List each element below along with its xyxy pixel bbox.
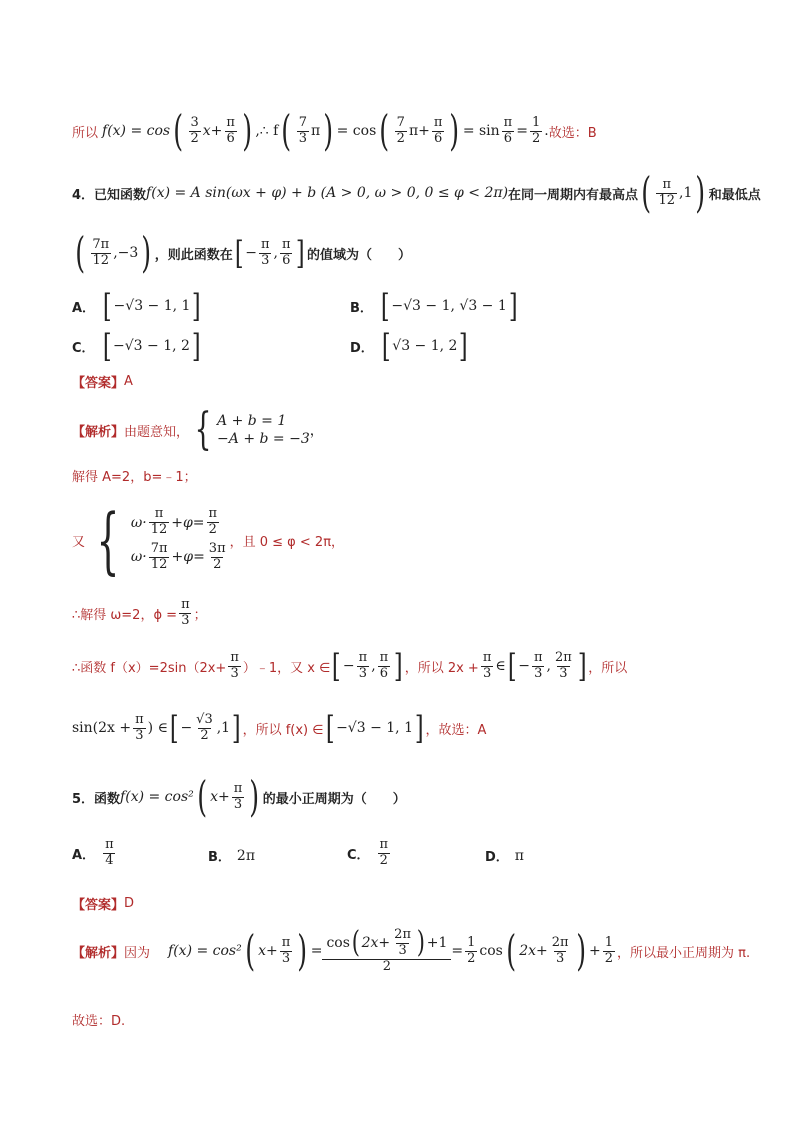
fraction: $\frac{\pi}{6}$ <box>503 114 513 146</box>
q5-text: 的最小正周期为（ ） <box>262 791 406 807</box>
fraction: $\frac{2\pi}{3}$ <box>551 934 569 966</box>
q4-number: 4．已知函数 <box>72 187 147 203</box>
q5-option-c[interactable]: C． $\frac{\pi}{2}$ <box>347 837 389 868</box>
fraction: $\frac{1}{2}$ <box>531 114 541 146</box>
fraction: $\frac{7\pi}{12}$ <box>92 236 110 268</box>
q3-eq3: = sin <box>462 123 500 139</box>
q4-func-tail: ）﹣1，又 x ∈ <box>242 660 331 676</box>
fraction: $\frac{\pi}{3}$ <box>281 934 291 966</box>
q4-option-c[interactable]: C． [ −√3 − 1, 2 ] <box>72 327 201 365</box>
fraction: $\frac{\pi}{3}$ <box>233 780 243 812</box>
fraction: $\frac{3\pi}{2}$ <box>208 541 226 572</box>
q4-option-d[interactable]: D． [ √3 − 1, 2 ] <box>350 327 469 365</box>
q5-option-d[interactable]: D． π <box>485 847 524 865</box>
fraction: $\frac{7}{3}$ <box>298 114 308 146</box>
q5-option-b[interactable]: B． 2π <box>208 847 256 865</box>
q4-sin-line: sin(2x + $\frac{\pi}{3}$ ) ∈ [ − $\frac{√3}{2}$ ,1 ] ，所以 f(x) ∈ [ −√3 − 1, 1 ] ，故选：A <box>72 709 487 747</box>
q4-function: f(x) = A sin(ωx + φ) + b (A > 0, ω > 0, 0 ≤ φ < 2π) <box>146 185 509 201</box>
fraction: $\frac{\pi}{12}$ <box>150 506 168 538</box>
q4-option-a[interactable]: A． [ −√3 − 1, 1 ] <box>72 287 202 325</box>
q4-text2: 和最低点 <box>708 187 761 203</box>
q3-expr-fx: f(x) = cos <box>102 123 171 139</box>
q5-choose-line <box>72 1010 734 1029</box>
fraction: $\frac{\pi}{3}$ <box>533 649 543 681</box>
q4-func-line: ∴函数 f（x）=2sin（2x+ $\frac{\pi}{3}$ ）﹣1，又 x ∈ [ − $\frac{\pi}{3}$ , $\frac{\pi}{6}$ ] ，所以 2x + $\frac{\pi}{3}$ ∈ [ − $\frac{\pi}{3}$ , $\frac{2\pi}{3}$ ] ，所以 <box>72 647 628 685</box>
q4-analysis-intro: 由题意知， <box>124 424 190 440</box>
q4-text4: 的值域为（ ） <box>306 247 411 263</box>
q3-eq2: = cos <box>336 123 377 139</box>
q4-text3: ，则此函数在 <box>154 247 233 263</box>
fraction: $\frac{1}{2}$ <box>467 934 476 966</box>
q5-analysis-tag: 【解析】 <box>72 945 125 961</box>
q3-choose: 故选：B <box>548 125 597 141</box>
q3-solution-line: 所以 f(x) = cos ( $\frac{3}{2}$ x+ $\frac{\pi}{6}$ ) ,∴ f ( $\frac{7}{3}$ π ) = cos ( $\frac{7}{2}$ π+ $\frac{\pi}{6}$ ) = sin $\frac{\pi}{6}$ = $\frac{1}{2}$ . 故选：B <box>72 106 597 155</box>
q4-therefore-solve: ∴解得 ω=2，ϕ = <box>72 607 178 623</box>
fraction: $\frac{\pi}{6}$ <box>379 649 389 681</box>
q5-answer: D <box>124 896 135 911</box>
fraction: $\frac{\pi}{3}$ <box>181 597 190 628</box>
q4-analysis-line: 【解析】 由题意知， { A + b = 1 −A + b = −3 ， <box>72 404 324 455</box>
q4-stem-line1: 4．已知函数 f(x) = A sin(ωx + φ) + b (A > 0, ω > 0, 0 ≤ φ < 2π) 在同一周期内有最高点 ( $\frac{\pi}{12}$ ,1 ) 和最低点 <box>72 168 761 217</box>
q4-answer-line <box>72 372 734 391</box>
q4-option-b[interactable]: B． [ −√3 − 1, √3 − 1 ] <box>350 287 518 325</box>
fraction: $\frac{\pi}{12}$ <box>658 176 675 208</box>
fraction: $\frac{\pi}{4}$ <box>105 837 114 868</box>
fraction: $\frac{√3}{2}$ <box>196 711 213 743</box>
q4-analysis-tag: 【解析】 <box>72 424 125 440</box>
q5-option-a[interactable]: A． $\frac{\pi}{4}$ <box>72 837 114 868</box>
q5-answer-line <box>72 894 734 913</box>
fraction: $\frac{\pi}{3}$ <box>230 649 239 681</box>
big-fraction: cos ( 2x+ $\frac{2\pi}{3}$ ) +1 2 <box>324 928 449 975</box>
fraction: $\frac{1}{2}$ <box>604 934 614 966</box>
fraction: $\frac{7\pi}{12}$ <box>150 541 168 572</box>
q4-therefore-func: ∴函数 f（x）=2sin（2x+ <box>72 660 227 676</box>
fraction: $\frac{\pi}{3}$ <box>260 236 270 268</box>
fraction: $\frac{7}{2}$ <box>396 114 405 146</box>
q4-answer-tag: 【答案】 <box>72 376 125 391</box>
q5-number: 5．函数 <box>72 791 121 807</box>
equation-system: { A + b = 1 −A + b = −3 <box>194 404 310 455</box>
q5-analysis-line: 【解析】 因为 f(x) = cos² ( x+ $\frac{\pi}{3}$ ) = cos ( 2x+ $\frac{2\pi}{3}$ ) +1 2 = $\frac{1}{2}$ cos ( 2x+ $\frac{2\pi}{3}$ ) + $\frac{1}{2}$ ，所以最小正周期为 π. <box>72 925 751 976</box>
left-paren: ( <box>173 106 184 155</box>
q5-stem: 5．函数 f(x) = cos² ( x+ $\frac{\pi}{3}$ ) 的最小正周期为（ ） <box>72 772 406 821</box>
fraction: $\frac{\pi}{6}$ <box>433 114 443 146</box>
q4-solved-line <box>72 466 734 485</box>
q3-prefix: 所以 <box>72 125 99 141</box>
q4-stem-line2: ( $\frac{7\pi}{12}$ ,−3 ) ，则此函数在 [ − $\frac{\pi}{3}$ , $\frac{\pi}{6}$ ] 的值域为（ ） <box>75 228 411 277</box>
q5-answer-tag: 【答案】 <box>72 898 125 913</box>
fraction: $\frac{\pi}{2}$ <box>379 837 389 868</box>
q4-again: 又 <box>72 534 86 550</box>
q4-system2-line <box>72 498 734 582</box>
q4-and-phi: ，且 0 ≤ φ < 2π， <box>229 534 345 550</box>
fraction: $\frac{\pi}{3}$ <box>135 711 144 743</box>
q4-text1: 在同一周期内有最高点 <box>508 187 639 203</box>
fraction: $\frac{\pi}{3}$ <box>358 649 368 681</box>
fraction: $\frac{3}{2}$ <box>190 114 199 146</box>
fraction: $\frac{\pi}{6}$ <box>281 236 291 268</box>
q4-solved: 解得 A=2，b=﹣1； <box>72 470 197 485</box>
fraction: $\frac{\pi}{3}$ <box>482 649 492 681</box>
q3-therefore: ,∴ f <box>255 123 279 139</box>
fraction: $\frac{\pi}{6}$ <box>226 114 235 146</box>
q5-choose: 故选：D. <box>72 1014 126 1029</box>
fraction: $\frac{\pi}{2}$ <box>208 506 218 538</box>
equation-system: { ω· $\frac{\pi}{12}$ +φ= $\frac{\pi}{2}$ ω· $\frac{7\pi}{12}$ +φ= $\frac{3\pi}{2}$ <box>96 498 226 582</box>
q4-answer: A <box>124 374 133 389</box>
fraction: $\frac{2\pi}{3}$ <box>554 649 572 681</box>
q4-solve-line: ∴解得 ω=2，ϕ = $\frac{\pi}{3}$ ； <box>72 597 207 628</box>
